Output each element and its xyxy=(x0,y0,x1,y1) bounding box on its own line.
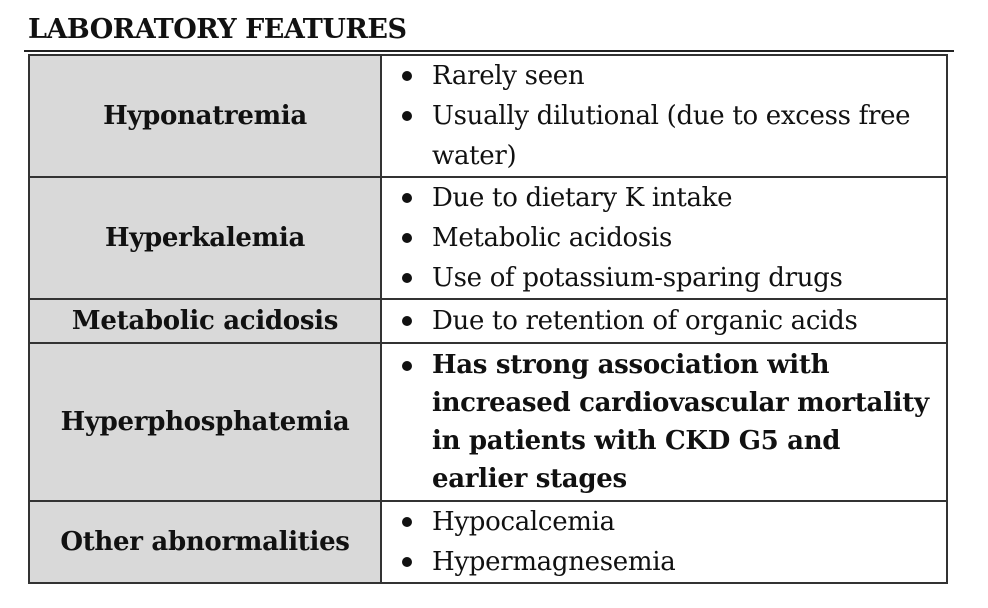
bullet-item: Has strong association with increased cardiovascular mortality in patients with CKD G5 and earlier stages xyxy=(402,346,936,498)
bullet-item: Hypocalcemia xyxy=(402,502,936,542)
bullet-item: Usually dilutional (due to excess free water) xyxy=(402,96,936,176)
feature-name-cell: Hyponatremia xyxy=(29,55,381,177)
bullet-list xyxy=(382,178,946,298)
bullet-list xyxy=(382,301,946,341)
feature-detail-cell xyxy=(381,501,947,583)
bullet-item: Hypermagnesemia xyxy=(402,542,936,582)
table-row xyxy=(29,343,947,501)
laboratory-features-table xyxy=(28,54,948,584)
bullet-item: Use of potassium-sparing drugs xyxy=(402,258,936,298)
table-row xyxy=(29,177,947,299)
feature-detail-cell xyxy=(381,55,947,177)
bullet-item: Due to dietary K intake xyxy=(402,178,936,218)
feature-name-cell: Hyperkalemia xyxy=(29,177,381,299)
table-row xyxy=(29,55,947,177)
feature-name-cell: Hyperphosphatemia xyxy=(29,343,381,501)
bullet-item: Due to retention of organic acids xyxy=(402,301,936,341)
table-row xyxy=(29,501,947,583)
bullet-list xyxy=(382,56,946,176)
heading-divider xyxy=(24,50,954,52)
bullet-item: Metabolic acidosis xyxy=(402,218,936,258)
bullet-list xyxy=(382,346,946,498)
bullet-list xyxy=(382,502,946,582)
section-heading: LABORATORY FEATURES xyxy=(28,14,407,45)
feature-detail-cell xyxy=(381,177,947,299)
feature-detail-cell xyxy=(381,343,947,501)
feature-detail-cell xyxy=(381,299,947,343)
feature-name-cell: Other abnormalities xyxy=(29,501,381,583)
bullet-item: Rarely seen xyxy=(402,56,936,96)
feature-name-cell: Metabolic acidosis xyxy=(29,299,381,343)
table-row xyxy=(29,299,947,343)
